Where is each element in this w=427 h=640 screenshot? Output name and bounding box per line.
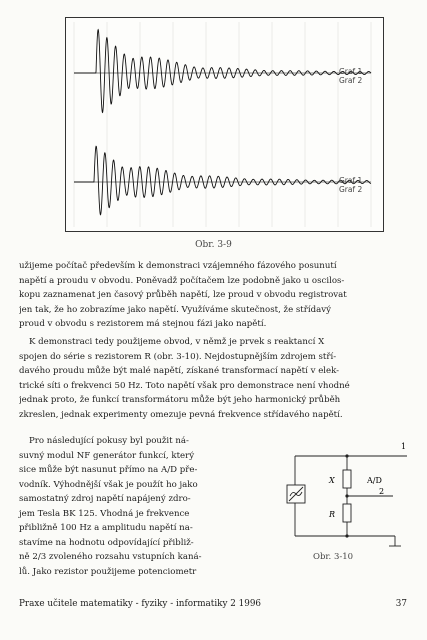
page-footer — [19, 599, 407, 609]
text-line: kopu zaznamenat jen časový průběh napětí, lze proud v obvodu registrovat — [19, 290, 347, 300]
circuit-diagram — [275, 438, 415, 563]
text-line: jednak proto, že funkcí transformátoru může být jeho harmonický průběh — [19, 395, 341, 405]
upper-label-1: Graf 1 — [339, 67, 363, 76]
text-line: napětí a proudu v obvodu. Poněvadž počítačem lze podobně jako u oscilos- — [19, 275, 345, 286]
text-line: spojen do série s rezistorem R (obr. 3-10). Nejdostupnějším zdrojem stří- — [19, 351, 337, 362]
lower-trace — [74, 146, 371, 214]
text-line: přibližně 100 Hz a amplitudu napětí na- — [19, 523, 193, 533]
lower-label-2: Graf 2 — [339, 185, 363, 194]
journal-title: Praxe učitele matematiky - fyziky - informatiky 2 1996 — [19, 599, 262, 609]
oscillogram-plot — [66, 18, 383, 231]
resistor-element — [343, 504, 351, 522]
text-line: vodník. Výhodnější však je použít ho jako — [19, 479, 198, 490]
figure-3-10-caption: Obr. 3-10 — [313, 552, 354, 562]
upper-trace — [74, 30, 371, 113]
text-line: trické síti o frekvenci 50 Hz. Toto napětí však pro demonstrace není vhodné — [19, 380, 350, 391]
oscillogram-figure — [65, 17, 384, 232]
circuit-label-x: X — [329, 476, 335, 485]
circuit-figure — [275, 438, 415, 563]
text-line: davého proudu může být malé napětí, získané transformací napětí v elek- — [19, 366, 340, 376]
text-line: sice může být nasunut přímo na A/D pře- — [19, 465, 198, 475]
text-line: užijeme počítač především k demonstraci vzájemného fázového posunutí — [19, 261, 337, 271]
circuit-label-2: 2 — [379, 487, 385, 496]
reactance-element — [343, 470, 351, 488]
paragraph-1 — [19, 259, 407, 332]
page-number: 37 — [395, 599, 407, 609]
figure-3-9-caption: Obr. 3-9 — [195, 240, 232, 250]
paragraph-3 — [19, 434, 267, 579]
text-line: lů. Jako rezistor použijeme potenciometr — [19, 566, 197, 577]
lower-label-1: Graf 1 — [339, 176, 363, 185]
text-line: stavíme na hodnotu odpovídající přibliž- — [19, 537, 194, 548]
circuit-label-r: R — [329, 510, 336, 519]
text-line: ně 2/3 zvoleného rozsahu vstupních kaná- — [19, 552, 202, 562]
text-line: samostatný zdroj napětí napájený zdro- — [19, 494, 191, 504]
paragraph-2 — [19, 335, 407, 422]
text-line: proud v obvodu s rezistorem má stejnou fázi jako napětí. — [19, 319, 267, 329]
text-line: Pro následující pokusy byl použit ná- — [29, 436, 189, 446]
text-line: jem Tesla BK 125. Vhodná je frekvence — [19, 508, 190, 519]
circuit-label-1: 1 — [401, 442, 407, 451]
text-line: suvný modul NF generátor funkcí, který — [19, 450, 195, 461]
text-line: K demonstraci tedy použijeme obvod, v němž je prvek s reaktancí X — [29, 337, 325, 347]
upper-label-2: Graf 2 — [339, 76, 363, 85]
circuit-label-ad: A/D — [367, 476, 382, 485]
text-line: jen tak, že ho zobrazíme jako napětí. Využíváme skutečnost, že střídavý — [19, 304, 331, 315]
text-line: zkreslen, jednak experimenty omezuje pevná frekvence střídavého napětí. — [19, 409, 343, 420]
